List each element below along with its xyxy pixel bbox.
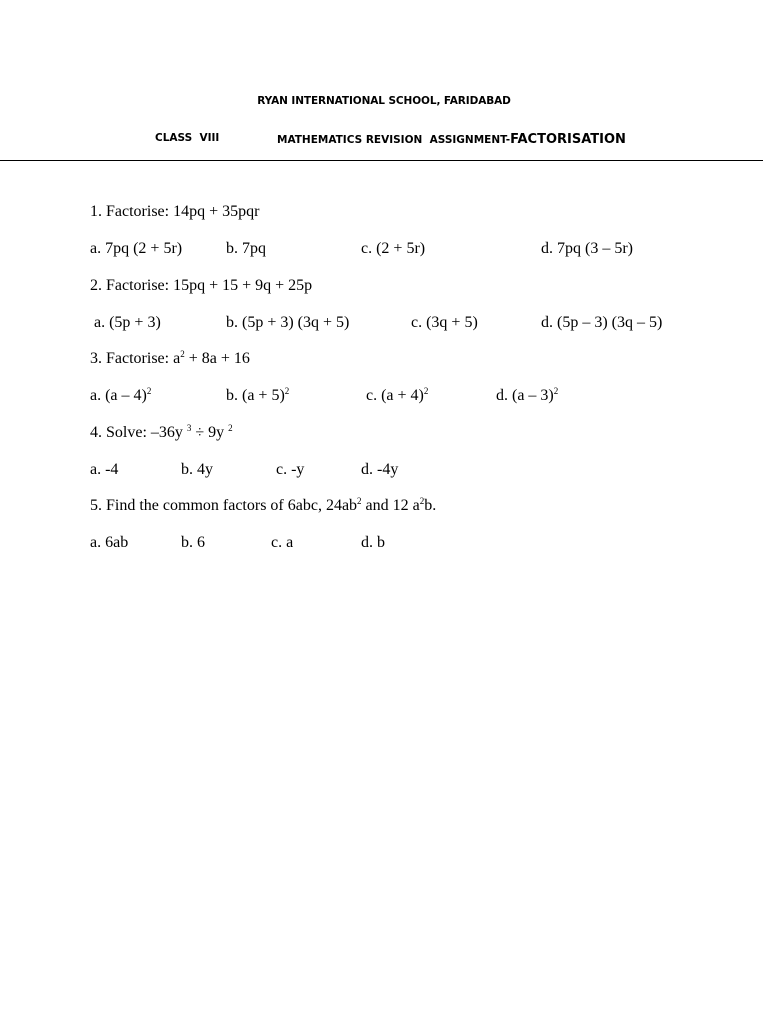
q4-option-b: b. 4y bbox=[181, 461, 213, 478]
header-subject bbox=[277, 132, 626, 147]
q4-text-sup-1: 3 bbox=[186, 423, 192, 433]
q2-option-b: b. (5p + 3) (3q + 5) bbox=[226, 314, 350, 331]
question-4 bbox=[0, 422, 768, 444]
question-3 bbox=[0, 348, 768, 370]
header-divider bbox=[0, 160, 763, 161]
q4-option-d: d. -4y bbox=[361, 461, 399, 478]
q5-option-b: b. 6 bbox=[181, 534, 205, 551]
question-3-text bbox=[90, 348, 250, 370]
q3-option-c bbox=[366, 385, 428, 407]
question-5-text bbox=[90, 495, 436, 517]
q3-option-b bbox=[226, 385, 289, 407]
question-1 bbox=[0, 201, 768, 223]
q3-text-post: + 8a + 16 bbox=[184, 350, 250, 367]
q1-option-b: b. 7pq bbox=[226, 240, 266, 257]
q3-option-d bbox=[496, 385, 558, 407]
header-subject-text: MATHEMATICS REVISION ASSIGNMENT- bbox=[277, 134, 511, 146]
q1-option-d: d. 7pq (3 – 5r) bbox=[541, 240, 633, 257]
q3-option-a bbox=[90, 385, 151, 407]
question-2-text: 2. Factorise: 15pq + 15 + 9q + 25p bbox=[90, 277, 313, 294]
question-4-options bbox=[0, 459, 768, 481]
q3-option-d-base: d. (a – 3) bbox=[496, 387, 554, 404]
header-topic: FACTORISATION bbox=[510, 132, 626, 147]
q5-option-a: a. 6ab bbox=[90, 534, 129, 551]
q3-option-c-sup: 2 bbox=[423, 386, 429, 396]
q2-option-c: c. (3q + 5) bbox=[411, 314, 478, 331]
header-school-name: RYAN INTERNATIONAL SCHOOL, FARIDABAD bbox=[257, 95, 511, 107]
q5-option-d: d. b bbox=[361, 534, 385, 551]
q5-text-mid: and 12 a bbox=[361, 497, 420, 514]
question-1-text: 1. Factorise: 14pq + 35pqr bbox=[90, 203, 260, 220]
q5-text-sup-2: 2 bbox=[419, 496, 425, 506]
q4-option-a: a. -4 bbox=[90, 461, 119, 478]
q3-option-b-sup: 2 bbox=[284, 386, 290, 396]
q4-text-mid: ÷ 9y bbox=[191, 424, 229, 441]
q3-option-a-base: a. (a – 4) bbox=[90, 387, 147, 404]
question-5 bbox=[0, 495, 768, 517]
q3-option-d-sup: 2 bbox=[553, 386, 559, 396]
q4-option-c: c. -y bbox=[276, 461, 305, 478]
q4-text-sup-2: 2 bbox=[228, 423, 233, 433]
question-5-options bbox=[0, 532, 768, 554]
header-class: CLASS VIII bbox=[155, 132, 220, 144]
q5-text-pre: 5. Find the common factors of 6abc, 24ab bbox=[90, 497, 358, 514]
q5-text-sup-1: 2 bbox=[357, 496, 362, 506]
q3-option-a-sup: 2 bbox=[146, 386, 152, 396]
question-3-options bbox=[0, 385, 768, 407]
q4-text-pre: 4. Solve: –36y bbox=[90, 424, 187, 441]
q1-option-c: c. (2 + 5r) bbox=[361, 240, 426, 257]
q5-text-post: b. bbox=[424, 497, 437, 514]
q1-option-a: a. 7pq (2 + 5r) bbox=[90, 240, 183, 257]
q3-text-sup: 2 bbox=[180, 349, 185, 359]
question-2 bbox=[0, 275, 768, 297]
question-1-options bbox=[0, 238, 768, 260]
q3-option-c-base: c. (a + 4) bbox=[366, 387, 424, 404]
question-4-text bbox=[90, 422, 233, 444]
q2-option-a: a. (5p + 3) bbox=[94, 314, 161, 331]
q3-option-b-base: b. (a + 5) bbox=[226, 387, 285, 404]
q3-text-pre: 3. Factorise: a bbox=[90, 350, 181, 367]
question-2-options bbox=[0, 312, 768, 334]
q5-option-c: c. a bbox=[271, 534, 294, 551]
q2-option-d: d. (5p – 3) (3q – 5) bbox=[541, 314, 663, 331]
